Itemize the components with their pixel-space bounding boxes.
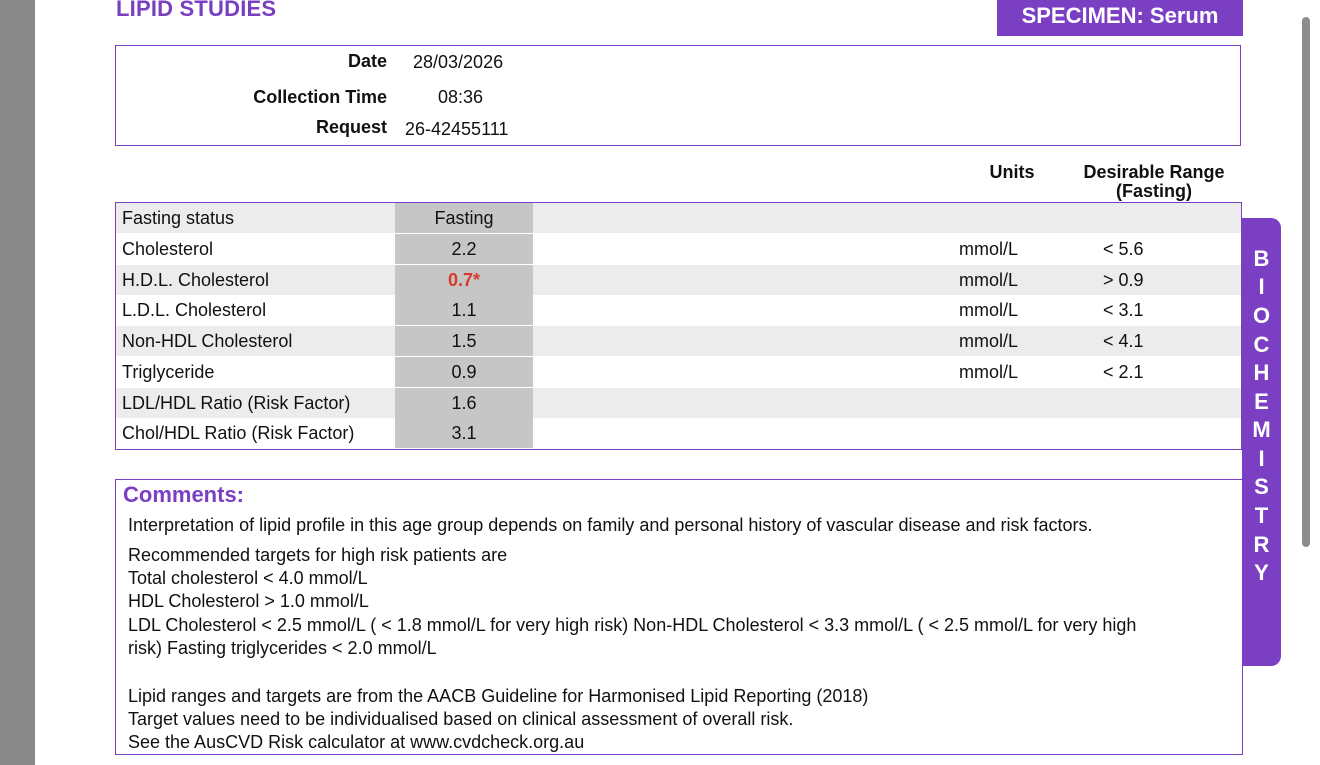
request-value: 26-42455111 [405, 119, 509, 139]
table-row [116, 203, 1241, 233]
test-name: H.D.L. Cholesterol [122, 270, 270, 290]
test-range: < 5.6 [1103, 239, 1144, 259]
side-tab-letter: B [1253, 246, 1270, 271]
comment-individualise: Target values need to be individualised based on clinical assessment of overall risk. [128, 709, 794, 729]
table-row [116, 326, 1241, 356]
test-value-abnormal: 0.7* [395, 265, 533, 295]
side-tab-letter: O [1252, 303, 1271, 328]
test-unit: mmol/L [959, 300, 1019, 320]
biochemistry-side-tab [1242, 218, 1281, 666]
test-value: 3.1 [395, 418, 533, 448]
table-row [116, 357, 1241, 387]
test-range: < 4.1 [1103, 331, 1144, 351]
lipid-results-table [115, 202, 1242, 450]
test-value: 1.6 [395, 388, 533, 418]
table-row [116, 234, 1241, 264]
comment-target-ldl-line2: risk) Fasting triglycerides < 2.0 mmol/L [128, 638, 437, 658]
comment-calculator: See the AusCVD Risk calculator at www.cvdcheck.org.au [128, 732, 585, 752]
comment-target-total: Total cholesterol < 4.0 mmol/L [128, 568, 368, 588]
test-unit: mmol/L [959, 331, 1019, 351]
request-label: Request [315, 117, 387, 137]
side-tab-letter: I [1258, 274, 1265, 299]
test-unit: mmol/L [959, 270, 1019, 290]
comment-interpretation: Interpretation of lipid profile in this age group depends on family and personal history of vascular disease and risk factors. [128, 515, 1093, 535]
test-unit: mmol/L [959, 362, 1019, 382]
desirable-range-column-header [1064, 163, 1244, 201]
side-tab-letter: M [1252, 417, 1271, 442]
table-row [116, 418, 1241, 448]
date-value: 28/03/2026 [413, 52, 504, 72]
test-name: Non-HDL Cholesterol [122, 331, 293, 351]
left-gutter [0, 0, 35, 765]
side-tab-letter: E [1254, 389, 1269, 414]
test-value: Fasting [395, 203, 533, 233]
comment-target-ldl-line1: LDL Cholesterol < 2.5 mmol/L ( < 1.8 mmol/L for very high risk) Non-HDL Cholesterol < 3.3 mmol/L ( < 2.5 mmol/L for very high [128, 615, 1137, 635]
test-value: 1.5 [395, 326, 533, 356]
side-tab-letter: C [1253, 332, 1270, 357]
side-tab-letter: H [1253, 360, 1270, 385]
test-range: < 3.1 [1103, 300, 1144, 320]
test-unit: mmol/L [959, 239, 1019, 259]
desirable-range-header-line2: (Fasting) [1116, 181, 1192, 201]
specimen-badge: SPECIMEN: Serum [997, 0, 1243, 36]
vertical-scrollbar[interactable] [1302, 17, 1310, 547]
test-value: 2.2 [395, 234, 533, 264]
test-name: Fasting status [122, 208, 235, 228]
table-row [116, 388, 1241, 418]
collection-time-value: 08:36 [438, 87, 484, 107]
desirable-range-header-line1: Desirable Range [1083, 162, 1225, 182]
comments-box [115, 479, 1243, 755]
test-value: 0.9 [395, 357, 533, 387]
comment-target-hdl: HDL Cholesterol > 1.0 mmol/L [128, 591, 369, 611]
test-range: < 2.1 [1103, 362, 1144, 382]
test-name: Chol/HDL Ratio (Risk Factor) [122, 423, 355, 443]
side-tab-letter: Y [1254, 560, 1269, 585]
test-name: Triglyceride [122, 362, 215, 382]
comment-source: Lipid ranges and targets are from the AACB Guideline for Harmonised Lipid Reporting (2018) [128, 686, 869, 706]
test-value: 1.1 [395, 295, 533, 325]
test-name: LDL/HDL Ratio (Risk Factor) [122, 393, 351, 413]
test-range: > 0.9 [1103, 270, 1144, 290]
side-tab-letter: S [1254, 474, 1269, 499]
side-tab-letter: I [1258, 446, 1265, 471]
side-tab-letter: T [1254, 503, 1269, 528]
side-tab-letter: R [1253, 532, 1270, 557]
units-column-header: Units [989, 162, 1035, 182]
comment-targets-intro: Recommended targets for high risk patients are [128, 545, 508, 565]
request-info-box [115, 45, 1241, 146]
report-section-title: LIPID STUDIES [116, 0, 277, 21]
table-row [116, 295, 1241, 325]
comments-title: Comments: [123, 482, 245, 507]
date-label: Date [347, 51, 387, 71]
test-name: Cholesterol [122, 239, 214, 259]
test-name: L.D.L. Cholesterol [122, 300, 267, 320]
table-row [116, 265, 1241, 295]
collection-time-label: Collection Time [253, 87, 387, 107]
